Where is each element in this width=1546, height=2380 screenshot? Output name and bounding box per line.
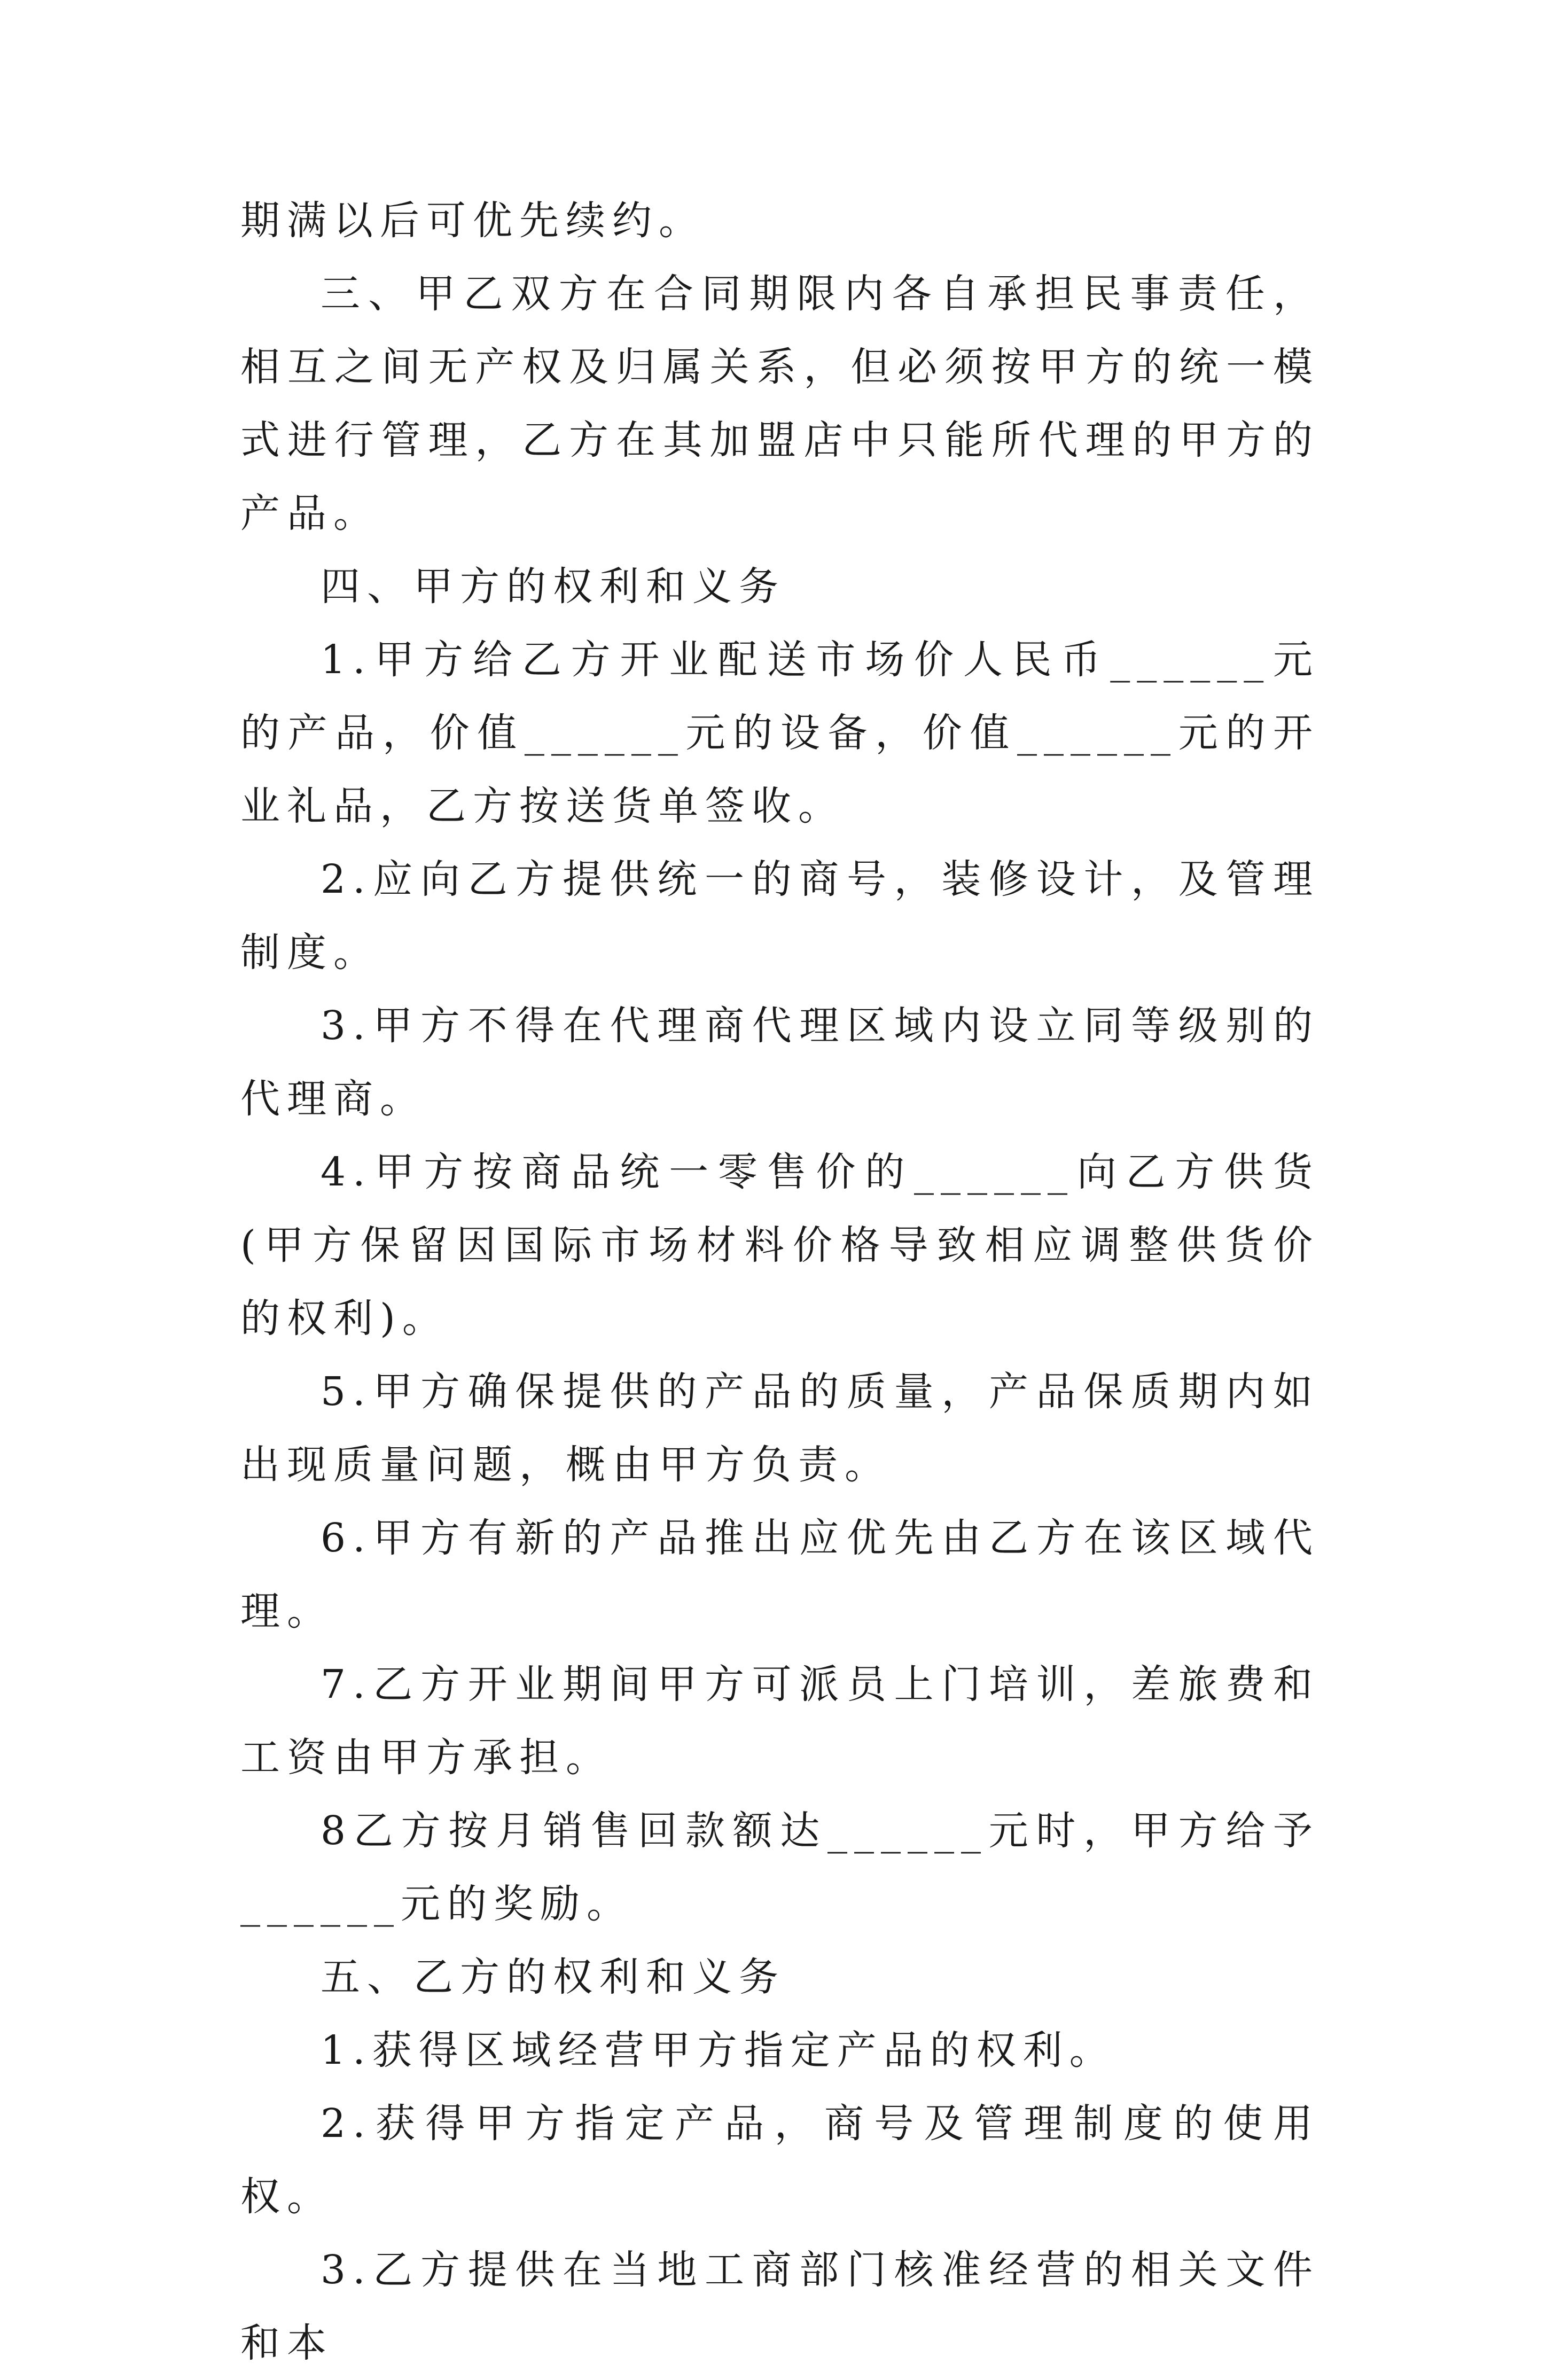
party-a-item-4: 4.甲方按商品统一零售价的______向乙方供货(甲方保留因国际市场材料价格导致相应调整供货价的权利)。: [240, 1149, 1319, 1341]
party-b-item-1: 1.获得区域经营甲方指定产品的权利。: [321, 2027, 1116, 2073]
party-a-item-2: 2.应向乙方提供统一的商号，装修设计，及管理制度。: [240, 856, 1319, 976]
section-heading-party-b-rights: 五、乙方的权利和义务: [321, 1954, 785, 2000]
party-a-item-7: 7.乙方开业期间甲方可派员上门培训，差旅费和工资由甲方承担。: [240, 1661, 1319, 1781]
party-a-item-1: 1.甲方给乙方开业配送市场价人民币______元的产品，价值______元的设备，价值______元的开业礼品，乙方按送货单签收。: [240, 637, 1319, 829]
section-heading-party-a-rights: 四、甲方的权利和义务: [321, 564, 785, 610]
party-b-item-2: 2.获得甲方指定产品，商号及管理制度的使用权。: [240, 2101, 1319, 2220]
party-b-item-3: 3.乙方提供在当地工商部门核准经营的相关文件和本: [240, 2247, 1319, 2366]
party-a-item-5: 5.甲方确保提供的产品的质量，产品保质期内如出现质量问题，概由甲方负责。: [240, 1369, 1319, 1488]
paragraph-renewal-continuation: 期满以后可优先续约。: [240, 198, 705, 244]
party-a-item-8: 8乙方按月销售回款额达______元时，甲方给予______元的奖励。: [240, 1808, 1319, 1927]
paragraph-clause-3-civil-liability: 三、甲乙双方在合同期限内各自承担民事责任，相互之间无产权及归属关系，但必须按甲方的统一模式进行管理，乙方在其加盟店中只能所代理的甲方的产品。: [240, 271, 1319, 536]
party-a-item-6: 6.甲方有新的产品推出应优先由乙方在该区域代理。: [240, 1515, 1319, 1634]
party-a-item-3: 3.甲方不得在代理商代理区域内设立同等级别的代理商。: [240, 1003, 1319, 1122]
contract-body: [240, 184, 1319, 2380]
